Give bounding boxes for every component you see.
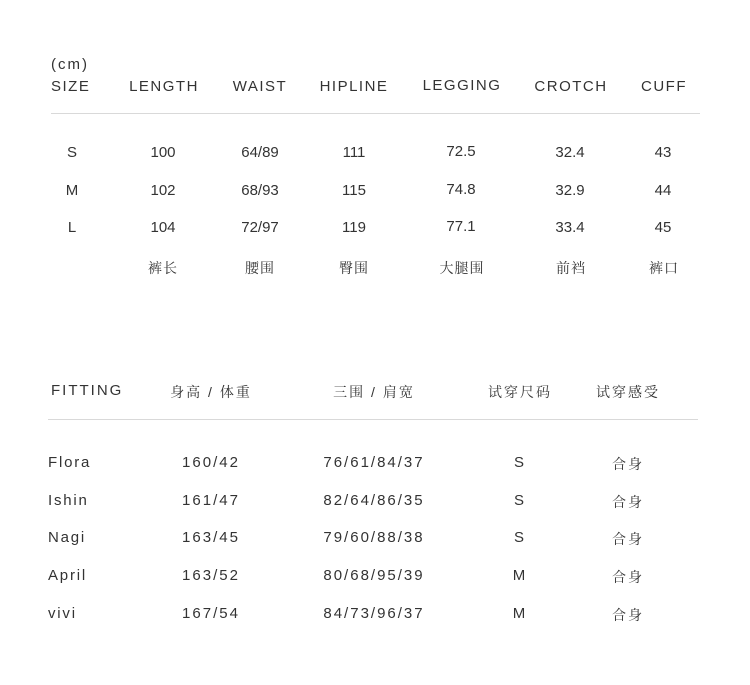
height-weight-cell: 161/47 (182, 492, 240, 509)
header-fit-feeling: 试穿感受 (596, 384, 660, 400)
cuff-cell: 44 (654, 182, 672, 199)
crotch-cell: 32.4 (555, 144, 585, 161)
crotch-cell: 33.4 (555, 219, 585, 236)
header-length: LENGTH (129, 78, 199, 95)
header-measurements: 三围 / 肩宽 (333, 384, 415, 400)
measurements-cell: 76/61/84/37 (323, 454, 425, 471)
header-legging: LEGGING (422, 77, 502, 94)
header-cuff: CUFF (641, 78, 687, 95)
fit-feeling-cell: 合身 (612, 607, 644, 623)
size-table-divider (51, 113, 700, 114)
height-weight-cell: 160/42 (182, 454, 240, 471)
legging-cell: 74.8 (446, 181, 476, 198)
fit-feeling-cell: 合身 (612, 456, 644, 472)
cn-label-waist: 腰围 (245, 260, 275, 276)
hipline-cell: 119 (342, 219, 366, 236)
header-crotch: CROTCH (534, 78, 608, 95)
measurements-cell: 82/64/86/35 (323, 492, 425, 509)
tried-size-cell: M (512, 605, 528, 622)
length-cell: 102 (150, 182, 176, 199)
cn-label-legging: 大腿围 (439, 260, 485, 276)
measurements-cell: 84/73/96/37 (323, 605, 425, 622)
hipline-cell: 111 (342, 144, 366, 161)
fit-feeling-cell: 合身 (612, 569, 644, 585)
size-cell: M (65, 182, 79, 199)
height-weight-cell: 163/52 (182, 567, 240, 584)
legging-cell: 72.5 (446, 143, 476, 160)
fit-feeling-cell: 合身 (612, 494, 644, 510)
height-weight-cell: 167/54 (182, 605, 240, 622)
cn-label-length: 裤长 (148, 260, 178, 276)
header-fitting: FITTING (51, 382, 124, 399)
waist-cell: 68/93 (241, 182, 279, 199)
header-height-weight: 身高 / 体重 (170, 384, 252, 400)
tried-size-cell: S (513, 454, 527, 471)
header-waist: WAIST (232, 78, 288, 95)
height-weight-cell: 163/45 (182, 529, 240, 546)
legging-cell: 77.1 (446, 218, 476, 235)
tried-size-cell: M (512, 567, 528, 584)
header-tried-size: 试穿尺码 (488, 384, 552, 400)
model-name: Nagi (48, 529, 87, 546)
cn-label-hipline: 臀围 (339, 260, 369, 276)
waist-cell: 72/97 (241, 219, 279, 236)
length-cell: 104 (150, 219, 176, 236)
model-name: vivi (48, 605, 77, 622)
tried-size-cell: S (513, 529, 527, 546)
cuff-cell: 43 (654, 144, 672, 161)
fit-feeling-cell: 合身 (612, 531, 644, 547)
tried-size-cell: S (513, 492, 527, 509)
cuff-cell: 45 (654, 219, 672, 236)
model-name: Ishin (48, 492, 89, 509)
length-cell: 100 (150, 144, 176, 161)
measurements-cell: 79/60/88/38 (323, 529, 425, 546)
size-cell: S (66, 144, 78, 161)
model-name: April (48, 567, 88, 584)
model-name: Flora (48, 454, 92, 471)
size-cell: L (67, 219, 77, 236)
unit-label: (cm) (51, 56, 89, 73)
fitting-table-divider (48, 419, 698, 420)
measurements-cell: 80/68/95/39 (323, 567, 425, 584)
cn-label-crotch: 前裆 (556, 260, 586, 276)
waist-cell: 64/89 (241, 144, 279, 161)
cn-label-cuff: 裤口 (649, 260, 679, 276)
hipline-cell: 115 (342, 182, 366, 199)
header-hipline: HIPLINE (319, 78, 389, 95)
header-size: SIZE (51, 78, 91, 95)
crotch-cell: 32.9 (555, 182, 585, 199)
